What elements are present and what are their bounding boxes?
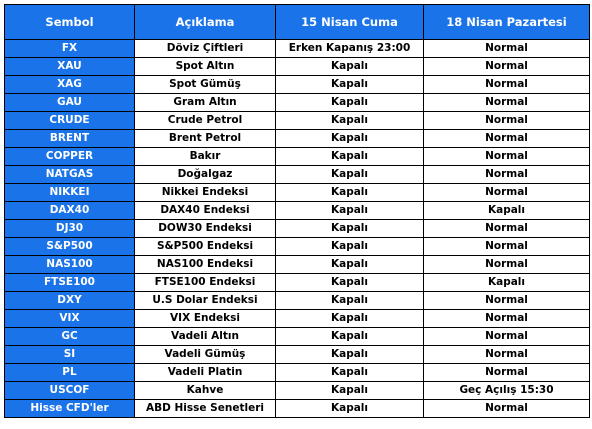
date-1-status-cell: Kapalı	[276, 76, 424, 94]
symbol-cell: FTSE100	[5, 274, 135, 292]
header-description: Açıklama	[135, 5, 276, 40]
table-row	[5, 166, 590, 184]
date-2-status-cell: Normal	[424, 328, 590, 346]
description-cell: Brent Petrol	[135, 130, 276, 148]
date-1-status-cell: Kapalı	[276, 130, 424, 148]
description-cell: VIX Endeksi	[135, 310, 276, 328]
date-1-status-cell: Kapalı	[276, 274, 424, 292]
date-1-status-cell: Kapalı	[276, 94, 424, 112]
description-cell: Spot Altın	[135, 58, 276, 76]
table-row	[5, 292, 590, 310]
table-row	[5, 58, 590, 76]
description-cell: Kahve	[135, 382, 276, 400]
description-cell: Vadeli Altın	[135, 328, 276, 346]
table-row	[5, 328, 590, 346]
symbol-cell: DXY	[5, 292, 135, 310]
description-cell: U.S Dolar Endeksi	[135, 292, 276, 310]
description-cell: S&P500 Endeksi	[135, 238, 276, 256]
description-cell: DAX40 Endeksi	[135, 202, 276, 220]
date-1-status-cell: Erken Kapanış 23:00	[276, 40, 424, 58]
table-body	[5, 40, 590, 418]
date-2-status-cell: Normal	[424, 400, 590, 418]
table-row	[5, 400, 590, 418]
date-2-status-cell: Normal	[424, 184, 590, 202]
description-cell: FTSE100 Endeksi	[135, 274, 276, 292]
date-2-status-cell: Normal	[424, 40, 590, 58]
date-1-status-cell: Kapalı	[276, 148, 424, 166]
description-cell: Vadeli Gümüş	[135, 346, 276, 364]
date-2-status-cell: Normal	[424, 148, 590, 166]
table-row	[5, 130, 590, 148]
symbol-cell: BRENT	[5, 130, 135, 148]
date-2-status-cell: Kapalı	[424, 274, 590, 292]
date-2-status-cell: Normal	[424, 76, 590, 94]
date-2-status-cell: Normal	[424, 310, 590, 328]
symbol-cell: PL	[5, 364, 135, 382]
description-cell: Crude Petrol	[135, 112, 276, 130]
symbol-cell: SI	[5, 346, 135, 364]
table-row	[5, 274, 590, 292]
symbol-cell: FX	[5, 40, 135, 58]
date-2-status-cell: Normal	[424, 112, 590, 130]
date-1-status-cell: Kapalı	[276, 112, 424, 130]
table-row	[5, 112, 590, 130]
holiday-schedule-container	[4, 4, 589, 418]
header-symbol: Sembol	[5, 5, 135, 40]
table-row	[5, 256, 590, 274]
table-row	[5, 310, 590, 328]
description-cell: ABD Hisse Senetleri	[135, 400, 276, 418]
symbol-cell: DJ30	[5, 220, 135, 238]
table-row	[5, 148, 590, 166]
date-2-status-cell: Normal	[424, 220, 590, 238]
description-cell: Vadeli Platin	[135, 364, 276, 382]
description-cell: NAS100 Endeksi	[135, 256, 276, 274]
date-1-status-cell: Kapalı	[276, 58, 424, 76]
date-2-status-cell: Normal	[424, 292, 590, 310]
symbol-cell: NATGAS	[5, 166, 135, 184]
date-1-status-cell: Kapalı	[276, 364, 424, 382]
description-cell: Spot Gümüş	[135, 76, 276, 94]
date-2-status-cell: Normal	[424, 166, 590, 184]
symbol-cell: XAU	[5, 58, 135, 76]
date-1-status-cell: Kapalı	[276, 238, 424, 256]
table-row	[5, 202, 590, 220]
date-1-status-cell: Kapalı	[276, 382, 424, 400]
table-row	[5, 364, 590, 382]
table-row	[5, 94, 590, 112]
table-row	[5, 184, 590, 202]
symbol-cell: Hisse CFD'ler	[5, 400, 135, 418]
date-2-status-cell: Normal	[424, 58, 590, 76]
table-row	[5, 40, 590, 58]
description-cell: Nikkei Endeksi	[135, 184, 276, 202]
symbol-cell: S&P500	[5, 238, 135, 256]
table-row	[5, 382, 590, 400]
date-2-status-cell: Normal	[424, 346, 590, 364]
table-row	[5, 238, 590, 256]
symbol-cell: NIKKEI	[5, 184, 135, 202]
description-cell: DOW30 Endeksi	[135, 220, 276, 238]
header-date-2: 18 Nisan Pazartesi	[424, 5, 590, 40]
symbol-cell: NAS100	[5, 256, 135, 274]
symbol-cell: VIX	[5, 310, 135, 328]
description-cell: Bakır	[135, 148, 276, 166]
date-1-status-cell: Kapalı	[276, 310, 424, 328]
holiday-schedule-table	[4, 4, 590, 418]
date-2-status-cell: Normal	[424, 238, 590, 256]
table-row	[5, 220, 590, 238]
header-date-1: 15 Nisan Cuma	[276, 5, 424, 40]
symbol-cell: CRUDE	[5, 112, 135, 130]
date-1-status-cell: Kapalı	[276, 202, 424, 220]
table-row	[5, 346, 590, 364]
date-1-status-cell: Kapalı	[276, 256, 424, 274]
date-2-status-cell: Normal	[424, 94, 590, 112]
description-cell: Döviz Çiftleri	[135, 40, 276, 58]
symbol-cell: XAG	[5, 76, 135, 94]
date-2-status-cell: Kapalı	[424, 202, 590, 220]
date-1-status-cell: Kapalı	[276, 400, 424, 418]
date-2-status-cell: Normal	[424, 364, 590, 382]
date-1-status-cell: Kapalı	[276, 328, 424, 346]
date-1-status-cell: Kapalı	[276, 184, 424, 202]
table-row	[5, 76, 590, 94]
date-1-status-cell: Kapalı	[276, 220, 424, 238]
symbol-cell: DAX40	[5, 202, 135, 220]
date-2-status-cell: Normal	[424, 256, 590, 274]
date-1-status-cell: Kapalı	[276, 166, 424, 184]
table-header-row	[5, 5, 590, 40]
symbol-cell: GAU	[5, 94, 135, 112]
date-2-status-cell: Normal	[424, 130, 590, 148]
symbol-cell: GC	[5, 328, 135, 346]
date-2-status-cell: Geç Açılış 15:30	[424, 382, 590, 400]
symbol-cell: COPPER	[5, 148, 135, 166]
description-cell: Gram Altın	[135, 94, 276, 112]
symbol-cell: USCOF	[5, 382, 135, 400]
date-1-status-cell: Kapalı	[276, 292, 424, 310]
description-cell: Doğalgaz	[135, 166, 276, 184]
date-1-status-cell: Kapalı	[276, 346, 424, 364]
